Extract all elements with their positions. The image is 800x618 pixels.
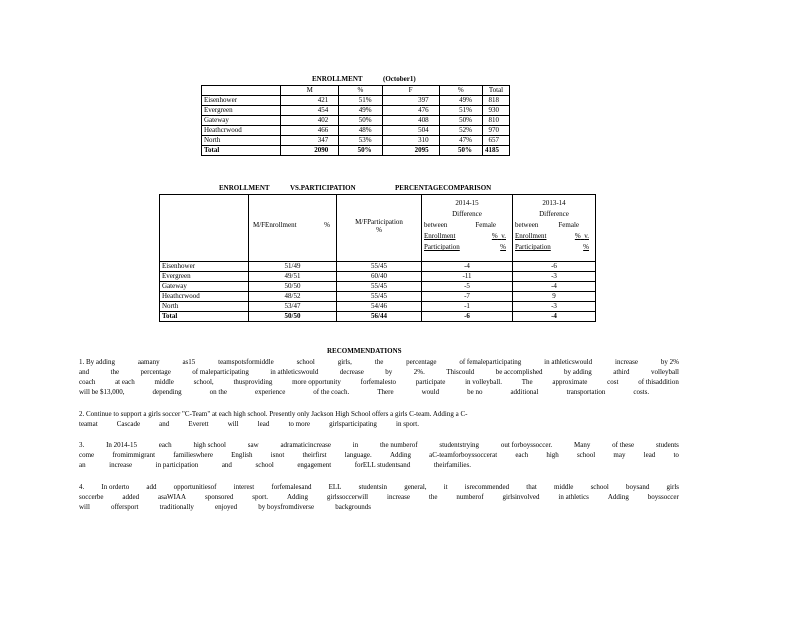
table-cell: -1: [422, 302, 513, 312]
text-word: athird: [613, 368, 630, 376]
table-header-total: Total: [483, 86, 510, 96]
difference-label: Difference: [539, 210, 569, 219]
table-cell: 50%: [439, 146, 482, 156]
text-line: [79, 388, 679, 398]
text-word: sport.: [252, 493, 269, 501]
text-word: school: [576, 451, 596, 459]
text-word: experience: [254, 388, 286, 396]
recommendation-1: [79, 358, 679, 398]
table-cell: 50%: [339, 146, 382, 156]
text-word: and: [221, 461, 232, 469]
between-label: between: [424, 221, 448, 230]
text-line-wrap: [79, 503, 371, 513]
text-word: may: [613, 451, 626, 459]
text-word: more opportunity: [292, 378, 341, 386]
table-row: [202, 96, 510, 106]
school-name: North: [202, 136, 281, 146]
text-word: general,: [404, 483, 427, 491]
table-cell: 60/40: [337, 272, 422, 282]
table-cell: 49%: [339, 106, 382, 116]
text-word: in athleticswould: [270, 368, 319, 376]
table-cell: [160, 195, 249, 262]
text-word: will be $13,000,: [79, 388, 125, 396]
table-cell: 50%: [439, 116, 482, 126]
recommendation-4: [79, 483, 679, 513]
table-cell: -11: [422, 272, 513, 282]
text-word: There: [377, 388, 394, 396]
table-cell: 51/49: [249, 262, 337, 272]
text-word: boyssoccer: [647, 493, 679, 501]
table-header-mf-part: [337, 195, 422, 262]
table-cell: 49/51: [249, 272, 337, 282]
text-word: theirfirst: [302, 451, 327, 459]
text-word: offersport: [111, 503, 139, 511]
text-word: that: [526, 483, 537, 491]
table-header-pct: %: [439, 86, 482, 96]
text-word: thusproviding: [233, 378, 273, 386]
text-word: transportation: [566, 388, 606, 396]
text-word: 3.: [79, 441, 85, 449]
female-label: Female: [475, 221, 496, 230]
text-word: The: [521, 378, 533, 386]
table-row: [202, 106, 510, 116]
recommendation-2: [79, 410, 679, 430]
text-word: be accomplished: [495, 368, 543, 376]
table-cell: 818: [483, 96, 510, 106]
text-word: by 2%: [660, 358, 679, 366]
table-cell: 421: [281, 96, 339, 106]
table-cell: 970: [483, 126, 510, 136]
text-word: lead: [643, 451, 656, 459]
participation-title-left: ENROLLMENT: [219, 184, 270, 192]
text-word: school: [590, 483, 609, 491]
text-word: traditionally: [159, 503, 194, 511]
text-word: percentage: [140, 368, 171, 376]
text-line: [79, 461, 471, 471]
text-word: isnot: [270, 451, 285, 459]
mf-part-pct: %: [376, 226, 382, 234]
text-word: of the coach.: [313, 388, 350, 396]
pct-label: %: [583, 243, 589, 252]
text-word: cost: [607, 378, 619, 386]
table-cell: [202, 86, 281, 96]
table-row: [160, 272, 596, 282]
table-cell: -5: [422, 282, 513, 292]
text-word: fromimmigrant: [112, 451, 156, 459]
table-header-year-2013: [513, 195, 596, 262]
table-cell: 48/52: [249, 292, 337, 302]
text-word: add: [146, 483, 157, 491]
table-header-year-2014: [422, 195, 513, 262]
text-word: in sport.: [396, 420, 419, 428]
text-word: middle: [553, 483, 574, 491]
text-word: Adding: [607, 493, 629, 501]
school-name: Eisenhower: [202, 96, 281, 106]
text-word: costs.: [633, 388, 650, 396]
table-cell: 347: [281, 136, 339, 146]
recommendations-title: RECOMMENDATIONS: [327, 347, 402, 355]
text-word: girlsinvolved: [502, 493, 540, 501]
text-word: Thiscould: [446, 368, 475, 376]
text-word: depending: [152, 388, 182, 396]
text-line-wrap: [79, 461, 471, 471]
text-word: 1. By adding: [79, 358, 115, 366]
table-cell: 657: [483, 136, 510, 146]
text-word: forELL studentsand: [354, 461, 411, 469]
text-word: coach: [79, 378, 96, 386]
v-label: v.: [584, 232, 589, 241]
table-cell: -4: [513, 312, 596, 322]
table-cell: -7: [422, 292, 513, 302]
text-word: to more: [288, 420, 311, 428]
table-cell: 466: [281, 126, 339, 136]
text-word: the: [110, 368, 120, 376]
text-word: studentsin: [358, 483, 388, 491]
text-word: boysand: [626, 483, 650, 491]
table-cell: 810: [483, 116, 510, 126]
table-cell: 54/46: [337, 302, 422, 312]
text-word: participate: [415, 378, 446, 386]
table-cell: 408: [382, 116, 439, 126]
table-header-f: F: [382, 86, 439, 96]
text-word: Many: [574, 441, 591, 449]
text-word: school: [255, 461, 274, 469]
text-line: [79, 483, 679, 493]
text-word: would: [421, 388, 440, 396]
text-word: be no: [467, 388, 483, 396]
table-cell: 2095: [382, 146, 439, 156]
text-word: saw: [247, 441, 259, 449]
table-cell: 930: [483, 106, 510, 116]
table-cell: 50%: [339, 116, 382, 126]
text-word: increase: [109, 461, 133, 469]
text-word: In 2014-15: [106, 441, 137, 449]
text-word: additional: [510, 388, 539, 396]
enrollment-label: Enrollment: [424, 232, 456, 241]
text-word: in volleyball.: [465, 378, 503, 386]
school-name: Evergreen: [202, 106, 281, 116]
table-cell: -4: [422, 262, 513, 272]
text-word: lead: [257, 420, 270, 428]
text-word: will: [79, 503, 90, 511]
text-word: aamany: [137, 358, 160, 366]
text-word: at each: [115, 378, 135, 386]
total-label: Total: [202, 146, 281, 156]
text-word: the: [374, 358, 384, 366]
table-cell: 50/50: [249, 312, 337, 322]
text-word: of these: [612, 441, 635, 449]
table-cell: 310: [382, 136, 439, 146]
year-label: 2014-15: [455, 199, 479, 207]
text-word: it: [443, 483, 448, 491]
school-name: Eisenhower: [160, 262, 249, 272]
text-word: 2%.: [413, 368, 425, 376]
text-word: in participation: [155, 461, 199, 469]
table-cell: 53%: [339, 136, 382, 146]
text-word: of femaleparticipating: [459, 358, 522, 366]
text-word: sponsored: [204, 493, 234, 501]
text-line: [79, 378, 679, 388]
participation-title-right: PERCENTAGECOMPARISON: [395, 184, 492, 192]
table-total-row: [160, 312, 596, 322]
text-word: asaWIAA: [158, 493, 187, 501]
text-word: increase: [387, 493, 410, 501]
text-word: 4.: [79, 483, 85, 491]
text-line: [79, 441, 679, 451]
table-cell: 397: [382, 96, 439, 106]
participation-label: Participation: [515, 243, 551, 252]
text-word: by boysfromdiverse: [258, 503, 315, 511]
participation-title-mid: VS.PARTICIPATION: [290, 184, 356, 192]
total-label: Total: [160, 312, 249, 322]
table-row: [160, 302, 596, 312]
table-cell: 51%: [439, 106, 482, 116]
table-cell: 56/44: [337, 312, 422, 322]
text-word: will: [227, 420, 239, 428]
text-word: interest: [233, 483, 255, 491]
text-word: Everett: [188, 420, 209, 428]
table-cell: 4185: [483, 146, 510, 156]
table-header-row: [160, 195, 596, 262]
text-word: English: [231, 451, 253, 459]
text-word: approximate: [552, 378, 588, 386]
text-word: backgrounds: [335, 503, 371, 511]
text-word: as15: [182, 358, 196, 366]
text-word: each: [515, 451, 529, 459]
table-cell: 55/45: [337, 262, 422, 272]
text-word: In orderto: [101, 483, 130, 491]
school-name: Gateway: [160, 282, 249, 292]
text-word: and: [159, 420, 170, 428]
text-word: out forboyssoccer.: [500, 441, 553, 449]
table-row: [160, 262, 596, 272]
table-row: [202, 126, 510, 136]
female-label: Female: [558, 221, 579, 230]
text-line: [79, 451, 679, 461]
table-cell: -6: [513, 262, 596, 272]
text-word: opportunitiesof: [173, 483, 217, 491]
table-cell: -6: [422, 312, 513, 322]
table-cell: -4: [513, 282, 596, 292]
text-line-wrap: [79, 420, 419, 430]
recommendation-3: [79, 441, 679, 471]
text-word: school,: [193, 378, 214, 386]
text-word: girls,: [337, 358, 352, 366]
text-line: 2. Continue to support a girls soccer "C-Team" at each high school. Presently only Jackson High School offers a girls C-team. Adding a C-: [79, 410, 468, 418]
text-word: each: [158, 441, 172, 449]
text-word: enjoyed: [214, 503, 238, 511]
text-word: language.: [344, 451, 372, 459]
table-cell: 504: [382, 126, 439, 136]
table-cell: -3: [513, 272, 596, 282]
text-word: and: [79, 368, 90, 376]
text-word: studentstrying: [439, 441, 480, 449]
text-word: engagement: [297, 461, 332, 469]
table-cell: 55/45: [337, 292, 422, 302]
text-word: increase: [615, 358, 638, 366]
mf-enroll-label: M/FEnrollment: [253, 220, 297, 229]
school-name: Gateway: [202, 116, 281, 126]
table-cell: 48%: [339, 126, 382, 136]
mf-enroll-pct: %: [324, 220, 330, 229]
table-total-row: [202, 146, 510, 156]
table-cell: 51%: [339, 96, 382, 106]
text-word: school: [296, 358, 315, 366]
between-label: between: [515, 221, 539, 230]
text-word: teamat: [79, 420, 98, 428]
year-label: 2013-14: [542, 199, 566, 207]
text-word: girls: [666, 483, 679, 491]
text-word: decrease: [339, 368, 364, 376]
text-word: the: [428, 493, 438, 501]
text-word: forfemalesand: [271, 483, 312, 491]
table-header-pct: %: [339, 86, 382, 96]
table-cell: 50/50: [249, 282, 337, 292]
table-cell: 9: [513, 292, 596, 302]
text-word: isrecommended: [464, 483, 510, 491]
text-word: high school: [193, 441, 226, 449]
pct-label: %: [574, 232, 581, 241]
table-cell: 55/45: [337, 282, 422, 292]
text-word: girlssoccerwill: [326, 493, 369, 501]
enrollment-title: ENROLLMENT: [312, 75, 363, 83]
text-word: Adding: [389, 451, 411, 459]
enrollment-label: Enrollment: [515, 232, 547, 241]
enrollment-table: [201, 85, 510, 156]
text-word: teamspotsformiddle: [218, 358, 274, 366]
table-cell: 402: [281, 116, 339, 126]
text-word: familieswhere: [173, 451, 213, 459]
text-word: by: [385, 368, 393, 376]
mf-part-label: M/FParticipation: [355, 217, 403, 226]
table-row: [160, 292, 596, 302]
text-word: an: [79, 461, 86, 469]
table-header-row: [202, 86, 510, 96]
text-word: by adding: [563, 368, 592, 376]
text-word: in: [352, 441, 359, 449]
table-cell: 454: [281, 106, 339, 116]
text-word: soccerbe: [79, 493, 104, 501]
text-word: high: [546, 451, 559, 459]
text-word: middle: [154, 378, 174, 386]
text-word: of thisaddition: [638, 378, 679, 386]
text-word: percentage: [406, 358, 437, 366]
text-word: added: [122, 493, 140, 501]
text-word: aC-teamforboyssoccerat: [429, 451, 498, 459]
text-line: [79, 368, 679, 378]
school-name: Heathcrwood: [202, 126, 281, 136]
difference-label: Difference: [452, 210, 482, 219]
table-cell: -3: [513, 302, 596, 312]
text-word: theirfamilies.: [433, 461, 471, 469]
text-word: come: [79, 451, 95, 459]
table-row: [202, 116, 510, 126]
text-line: [79, 503, 371, 513]
text-word: forfemalesto: [360, 378, 397, 386]
participation-label: Participation: [424, 243, 460, 252]
table-cell: 2090: [281, 146, 339, 156]
pct-label: %: [491, 232, 498, 241]
v-label: v.: [501, 232, 506, 241]
text-word: girlsparticipating: [329, 420, 377, 428]
table-cell: 52%: [439, 126, 482, 136]
text-word: on the: [209, 388, 227, 396]
table-row: [160, 282, 596, 292]
text-word: in athletics: [558, 493, 589, 501]
table-cell: 49%: [439, 96, 482, 106]
table-cell: 476: [382, 106, 439, 116]
text-line: [79, 420, 419, 430]
table-header-m: M: [281, 86, 339, 96]
enrollment-date: (October1): [383, 75, 416, 83]
text-word: Cascade: [116, 420, 141, 428]
text-line: [79, 493, 679, 503]
text-word: ELL: [328, 483, 342, 491]
school-name: North: [160, 302, 249, 312]
text-line: [79, 358, 679, 368]
text-word: to: [673, 451, 679, 459]
table-cell: 53/47: [249, 302, 337, 312]
table-row: [202, 136, 510, 146]
text-word: volleyball: [651, 368, 679, 376]
text-word: numberof: [456, 493, 484, 501]
text-word: Adding: [286, 493, 308, 501]
text-word: students: [655, 441, 679, 449]
school-name: Heathcrwood: [160, 292, 249, 302]
text-word: in athleticswould: [544, 358, 593, 366]
text-word: the numberof: [380, 441, 418, 449]
text-word: adramaticincrease: [280, 441, 331, 449]
table-header-mf-enroll: [249, 195, 337, 262]
text-word: of maleparticipating: [192, 368, 249, 376]
participation-table: [159, 194, 596, 322]
table-cell: 47%: [439, 136, 482, 146]
school-name: Evergreen: [160, 272, 249, 282]
pct-label: %: [500, 243, 506, 252]
